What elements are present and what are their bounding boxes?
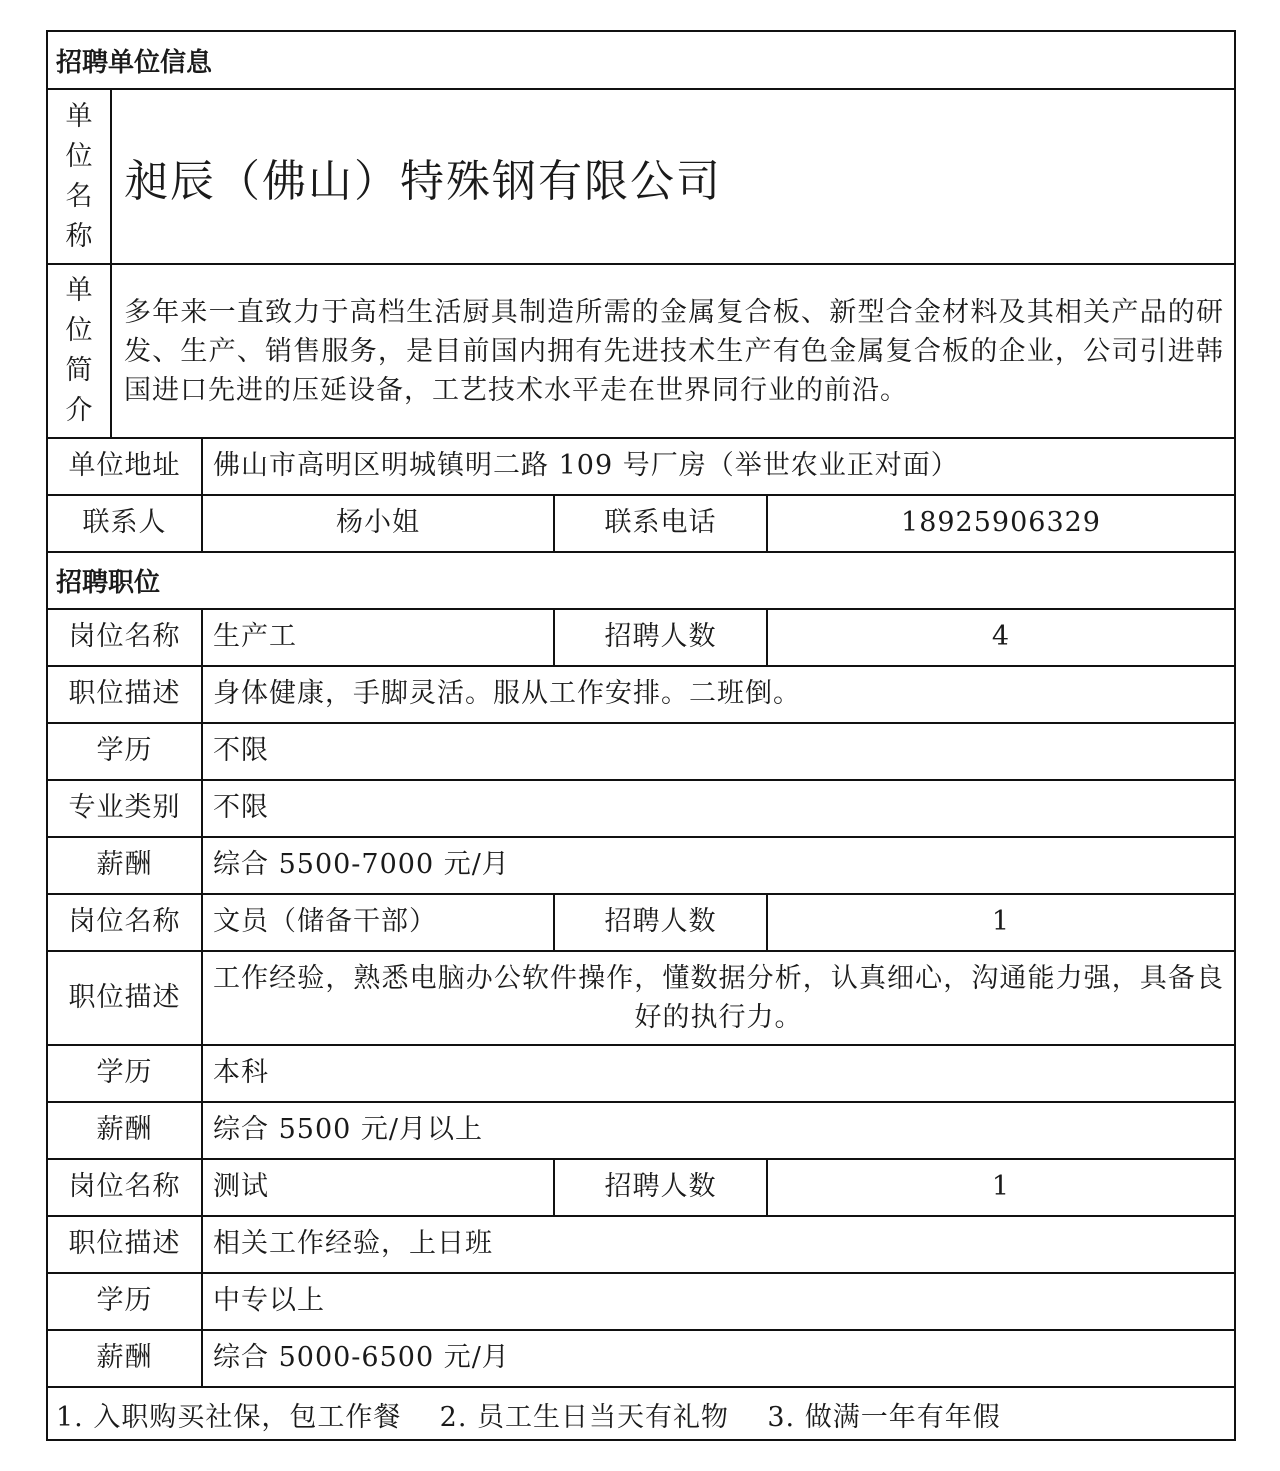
job-3-title-row: [48, 1160, 1234, 1217]
job-1-major: 不限: [213, 792, 269, 824]
education-label: 学历: [48, 724, 203, 779]
company-name: 昶辰（佛山）特殊钢有限公司: [124, 155, 722, 207]
headcount-label: 招聘人数: [555, 1160, 768, 1215]
company-intro-row: [48, 265, 1234, 439]
education-label: 学历: [48, 1046, 203, 1101]
headcount-label: 招聘人数: [555, 895, 768, 950]
salary-label: 薪酬: [48, 1103, 203, 1158]
job-3-salary: 综合 5000-6500 元/月: [213, 1342, 510, 1374]
contact-label: 联系人: [48, 496, 203, 551]
description-label: 职位描述: [48, 952, 203, 1044]
job-1-salary: 综合 5500-7000 元/月: [213, 849, 510, 881]
job-1-headcount: 4: [991, 621, 1011, 653]
recruitment-table: [46, 30, 1236, 1441]
position-label: 岗位名称: [48, 1160, 203, 1215]
job-3-edu-row: [48, 1274, 1234, 1331]
address-label: 单位地址: [48, 439, 203, 494]
phone-label: 联系电话: [555, 496, 768, 551]
position-label: 岗位名称: [48, 610, 203, 665]
company-intro-text: 多年来一直致力于高档生活厨具制造所需的金属复合板、新型合金材料及其相关产品的研发、生产、销售服务，是目前国内拥有先进技术生产有色金属复合板的企业，公司引进韩国进口先进的压延设备，工艺技术水平走在世界同行业的前沿。: [124, 296, 1224, 406]
address-row: [48, 439, 1234, 496]
job-2-edu-row: [48, 1046, 1234, 1103]
job-3-desc-row: [48, 1217, 1234, 1274]
job-3-name: 测试: [203, 1160, 555, 1215]
job-2-description: 工作经验，熟悉电脑办公软件操作，懂数据分析，认真细心，沟通能力强，具备良好的执行力。: [213, 963, 1224, 1033]
job-2-headcount: 1: [991, 906, 1011, 938]
section-title: 招聘单位信息: [56, 47, 213, 78]
job-1-description: 身体健康，手脚灵活。服从工作安排。二班倒。: [213, 678, 801, 710]
job-2-name: 文员（储备干部）: [203, 895, 555, 950]
company-name-label: 单 位 名 称: [48, 90, 112, 263]
benefits-text: 1. 入职购买社保，包工作餐 2. 员工生日当天有礼物 3. 做满一年有年假: [56, 1402, 1001, 1433]
job-1-name: 生产工: [203, 610, 555, 665]
salary-label: 薪酬: [48, 1331, 203, 1386]
job-2-title-row: [48, 895, 1234, 952]
job-3-headcount: 1: [991, 1171, 1011, 1203]
description-label: 职位描述: [48, 667, 203, 722]
job-3-education: 中专以上: [213, 1285, 325, 1317]
job-2-education: 本科: [213, 1057, 269, 1089]
job-1-edu-row: [48, 724, 1234, 781]
job-1-title-row: [48, 610, 1234, 667]
section-title: 招聘职位: [56, 568, 161, 598]
headcount-label: 招聘人数: [555, 610, 768, 665]
job-3-description: 相关工作经验，上日班: [213, 1228, 493, 1260]
benefits-row: [48, 1388, 1234, 1441]
description-label: 职位描述: [48, 1217, 203, 1272]
company-intro-label: 单 位 简 介: [48, 265, 112, 437]
education-label: 学历: [48, 1274, 203, 1329]
job-1-major-row: [48, 781, 1234, 838]
contact-row: [48, 496, 1234, 553]
major-label: 专业类别: [48, 781, 203, 836]
address-value: 佛山市高明区明城镇明二路 109 号厂房（举世农业正对面）: [213, 450, 959, 482]
section-header-positions: [48, 553, 1234, 610]
position-label: 岗位名称: [48, 895, 203, 950]
job-3-salary-row: [48, 1331, 1234, 1388]
phone-value: 18925906329: [901, 507, 1101, 539]
salary-label: 薪酬: [48, 838, 203, 893]
job-2-salary: 综合 5500 元/月以上: [213, 1114, 483, 1146]
job-1-salary-row: [48, 838, 1234, 895]
job-2-salary-row: [48, 1103, 1234, 1160]
company-name-row: [48, 90, 1234, 265]
job-1-education: 不限: [213, 735, 269, 767]
job-2-desc-row: [48, 952, 1234, 1046]
contact-name: 杨小姐: [203, 496, 555, 551]
job-1-desc-row: [48, 667, 1234, 724]
section-header-company-info: [48, 32, 1234, 90]
